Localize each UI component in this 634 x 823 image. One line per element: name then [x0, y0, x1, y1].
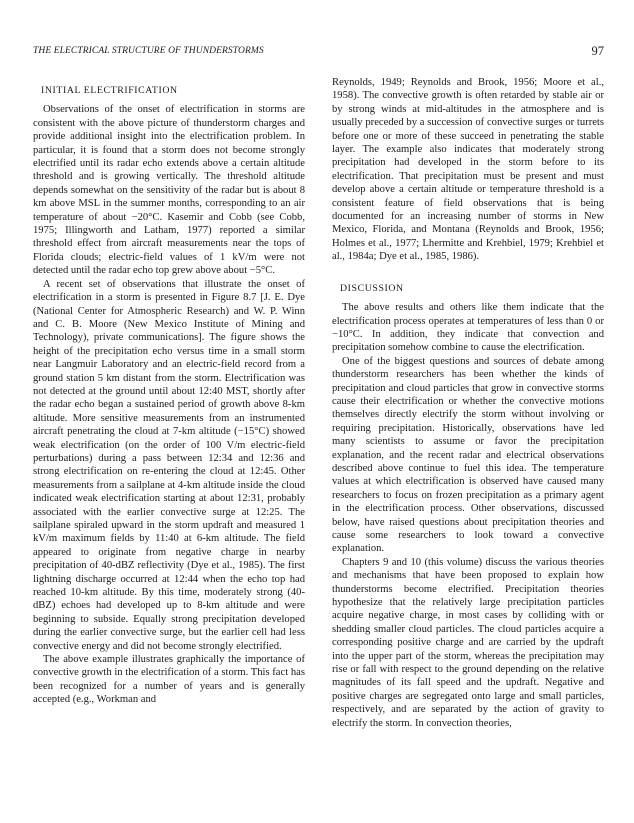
paragraph-continuation: Reynolds, 1949; Reynolds and Brook, 1956; Moore et al., 1958). The convective growth is often retarded by stable air or by strong winds at mid-altitudes in the atmosphere and is usually preceded by a succession of convective surges or turrets before one or more of these succeed in penetrating the stable layer. The example also indicates that moderately strong precipitation had developed in the storm before to its electrification. That precipitation must be present and must develop above a certain altitude or temperature threshold is a consistent feature of field observations that is being documented for an increasing number of storms in New Mexico, Florida, and Montana (Reynolds and Brook, 1956; Holmes et al., 1977; Lhermitte and Krehbiel, 1979; Krehbiel et al., 1984a; Dye et al., 1985, 1986).	[332, 77, 604, 263]
paragraph: The above results and others like them indicate that the electrification process operates at temperatures of less than 0 or −10°C. In addition, they indicate that convection and precipitation somehow combine to cause the electrification.	[332, 302, 604, 354]
paragraph: Chapters 9 and 10 (this volume) discuss the various theories and mechanisms that have been proposed to explain how thunderstorms become electrified. Precipitation theories hypothesize that the relatively large precipitation particles acquire negative charge, in most cases by colliding with or shedding smaller cloud particles. The cloud particles acquire a corresponding positive charge and are carried by the updraft into the upper part of the storm, whereas the precipitation may rise or fall with respect to the ground depending on the relative magnitudes of its fall speed and the updraft. Negative and positive charges are segregated onto large and small particles, respectively, and are separated by the action of gravity to electrify the storm. In convection theories,	[332, 556, 604, 729]
running-head-title: THE ELECTRICAL STRUCTURE OF THUNDERSTORMS	[33, 46, 264, 56]
section-heading-discussion: DISCUSSION	[340, 282, 404, 294]
paragraph: Observations of the onset of electrification in storms are consistent with the above picture of thunderstorm charges and provide additional insight into the electrification problem. In particular, it is found that a storm does not become strongly electrified until its radar echo extends above a certain altitude threshold and is growing vertically. The threshold altitude depends somewhat on the sensitivity of the radar but is about 8 km above MSL in the summer months, corresponding to an air temperature of about −20°C. Kasemir and Cobb (see Cobb, 1975; Illingworth and Latham, 1977) reported a similar threshold effect from aircraft measurements near the tops of Florida clouds; electric-field values of 1 kV/m were not detected until the radar echo top grew above about −5°C.	[33, 104, 305, 277]
section-heading-initial-electrification: INITIAL ELECTRIFICATION	[41, 85, 178, 96]
paragraph: The above example illustrates graphically the importance of convective growth in the electrification of a storm. This fact has been recognized for a number of years and is generally accepted (e.g., Workman and	[33, 654, 305, 706]
paragraph: A recent set of observations that illustrate the onset of electrification in a storm is presented in Figure 8.7 [J. E. Dye (National Center for Atmospheric Research) and W. P. Winn and C. B. Moore (New Mexico Institute of Mining and Technology), private communications]. The figure shows the height of the precipitation echo versus time in a small storm near Langmuir Laboratory and an electric-field record from a ground station 5 km distant from the storm. Electrification was not detected at the ground until about 12:40 MST, shortly after the radar echo began a sustained period of growth above 8-km altitude. More sensitive measurements from an instrumented aircraft penetrating the cloud at 7-km altitude (−15°C) showed weak electrification (on the order of 100 V/m electric-field perturbations) during a pass between 12:34 and 12:36 and strong electrification on re-entering the cloud at 12:45. Other measurements from a sailplane at 4-km altitude inside the cloud indicated weak electrification starting at about 12:31, probably associated with the earlier convective surge at 12:25. The sailplane spiraled upward in the storm updraft and measured 1 kV/m maximum fields by 11:40 at 6-km altitude. The field appeared to originate from negative charge in nearby precipitation of 40-dBZ reflectivity (Dye et al., 1985). The first lightning discharge occurred at 12:44 when the echo top had reached 10-km altitude. By this time, moderately strong (40-dBZ) echoes had developed up to 8-km altitude and were beginning to subside. Equally strong precipitation developed during the earlier convective surge, but the earlier cell had less convective energy and did not become strongly electrified.	[33, 278, 305, 652]
right-column	[332, 76, 604, 730]
left-column	[33, 76, 305, 707]
paragraph: One of the biggest questions and sources of debate among thunderstorm researchers has been whether the kinds of precipitation and cloud particles that grow in convective storms cause their electrification or whether the convective motions themselves directly electrify the storm without involving or requiring precipitation. Historically, observations have led many scientists to assume or favor the precipitation explanation, and the recent radar and electrical observations described above continue to fuel this idea. The temperature values at which electrification is observed have caused many researchers to focus on frozen precipitation as a primary agent in the electrification process. Other observations, discussed below, have raised questions about precipitation theories and cause some researchers to look toward a convective explanation.	[332, 355, 604, 555]
page-number: 97	[591, 44, 604, 58]
